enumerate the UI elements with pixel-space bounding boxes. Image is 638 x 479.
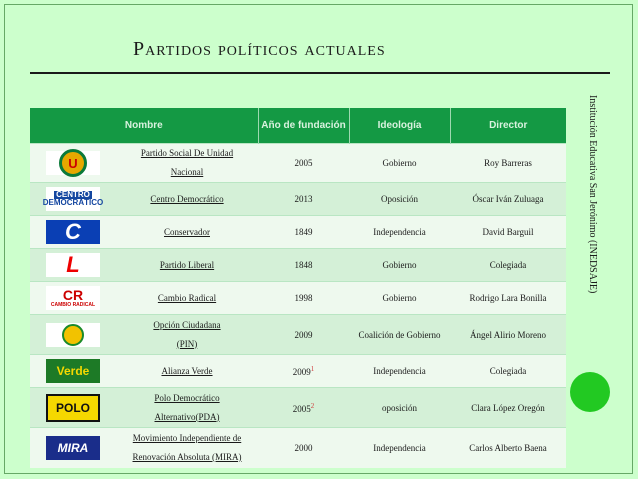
party-name-line1: Partido Liberal xyxy=(159,259,215,270)
table-row xyxy=(30,249,566,282)
party-name xyxy=(116,355,258,388)
table-header-row xyxy=(30,108,566,144)
ideology: Gobierno xyxy=(349,144,450,183)
logo-cell xyxy=(30,183,116,216)
ideology: Gobierno xyxy=(349,282,450,315)
founding-year: 2013 xyxy=(258,183,349,216)
founding-year: 2000 xyxy=(258,428,349,468)
logo-text: CAMBIO RADICAL xyxy=(50,302,96,308)
mira-logo xyxy=(46,436,100,460)
logo-cell xyxy=(30,315,116,355)
polo-logo xyxy=(46,394,100,422)
party-name-line1: Cambio Radical xyxy=(157,292,217,303)
party-name-line1: Conservador xyxy=(164,226,210,237)
party-name xyxy=(116,282,258,315)
alianza-verde-logo xyxy=(46,359,100,383)
ideology: Coalición de Gobierno xyxy=(349,315,450,355)
director: Roy Barreras xyxy=(450,144,566,183)
founding-year: 1849 xyxy=(258,216,349,249)
header-director: Director xyxy=(450,108,566,144)
table-row xyxy=(30,428,566,468)
year-value: 2005 xyxy=(292,403,311,414)
logo-text: CENTRO xyxy=(56,190,90,199)
party-name xyxy=(116,388,258,428)
table-row xyxy=(30,183,566,216)
party-name-line1: Polo Democrático xyxy=(154,392,220,403)
logo-cell xyxy=(30,216,116,249)
year-value: 2009 xyxy=(292,367,311,377)
party-name-line2: Alternativo(PDA) xyxy=(154,411,220,422)
header-ano: Año de fundación xyxy=(258,108,349,144)
slide-title: Partidos políticos actuales xyxy=(133,38,386,60)
party-name xyxy=(116,428,258,468)
logo-cell xyxy=(30,388,116,428)
ideology: Oposición xyxy=(349,183,450,216)
director: David Barguil xyxy=(450,216,566,249)
party-name-line2: (PIN) xyxy=(176,338,198,349)
party-name-line1: Centro Democrático xyxy=(150,193,224,204)
logo-letter: L xyxy=(66,252,80,277)
director: Óscar Iván Zuluaga xyxy=(450,183,566,216)
logo-text: CR xyxy=(62,287,84,303)
director: Colegiada xyxy=(450,249,566,282)
party-name xyxy=(116,144,258,183)
director: Rodrigo Lara Bonilla xyxy=(450,282,566,315)
director: Carlos Alberto Baena xyxy=(450,428,566,468)
founding-year: 1998 xyxy=(258,282,349,315)
decorative-dot xyxy=(570,372,610,412)
party-name xyxy=(116,216,258,249)
logo-text: MIRA xyxy=(57,440,89,455)
party-name-line1: Movimiento Independiente de xyxy=(132,432,242,443)
founding-year: 2009 xyxy=(258,315,349,355)
party-name xyxy=(116,315,258,355)
party-name-line2: Nacional xyxy=(170,167,204,177)
cambio-radical-logo xyxy=(46,286,100,310)
founding-year xyxy=(258,388,349,428)
table-row xyxy=(30,282,566,315)
party-name-line1: Alianza Verde xyxy=(161,365,213,376)
table-row xyxy=(30,315,566,355)
founding-year: 2005 xyxy=(258,144,349,183)
logo-letter: C xyxy=(65,219,81,244)
footnote-marker: 2 xyxy=(310,401,315,410)
table-row xyxy=(30,144,566,183)
ideology: Independencia xyxy=(349,355,450,388)
centro-democratico-logo xyxy=(42,187,104,211)
ideology: Gobierno xyxy=(349,249,450,282)
conservador-logo xyxy=(46,220,100,244)
ideology: Independencia xyxy=(349,428,450,468)
logo-cell xyxy=(30,428,116,468)
party-name-line1: Opción Ciudadana xyxy=(153,319,221,330)
logo-cell xyxy=(30,355,116,388)
title-divider xyxy=(30,72,610,74)
table-row xyxy=(30,388,566,428)
ideology: Independencia xyxy=(349,216,450,249)
header-ideologia: Ideología xyxy=(349,108,450,144)
header-nombre: Nombre xyxy=(30,108,258,144)
logo-cell xyxy=(30,144,116,183)
ideology: oposición xyxy=(349,388,450,428)
director: Clara López Oregón xyxy=(450,388,566,428)
logo-letter: U xyxy=(59,149,87,177)
partido-u-logo xyxy=(46,151,100,175)
table-row xyxy=(30,216,566,249)
logo-text: DEMOCRÁTICO xyxy=(42,198,104,207)
party-name-line2: Renovación Absoluta (MIRA) xyxy=(132,451,242,462)
logo-text: Verde xyxy=(56,364,90,378)
logo-cell xyxy=(30,282,116,315)
footnote-marker: 1 xyxy=(310,365,315,373)
logo-text: POLO xyxy=(55,400,90,415)
parties-table xyxy=(30,108,566,468)
side-caption xyxy=(587,95,606,385)
founding-year: 1848 xyxy=(258,249,349,282)
table-row xyxy=(30,355,566,388)
director: Ángel Alirio Moreno xyxy=(450,315,566,355)
party-name xyxy=(116,249,258,282)
party-name-line1: Partido Social De Unidad xyxy=(140,148,234,158)
director: Colegiada xyxy=(450,355,566,388)
logo-emblem xyxy=(62,324,84,346)
liberal-logo xyxy=(46,253,100,277)
pin-logo xyxy=(46,323,100,347)
logo-cell xyxy=(30,249,116,282)
founding-year xyxy=(258,355,349,388)
party-name xyxy=(116,183,258,216)
side-caption-text: Institución Educativa San Jerónimo (INEDSAJE) xyxy=(587,95,598,294)
